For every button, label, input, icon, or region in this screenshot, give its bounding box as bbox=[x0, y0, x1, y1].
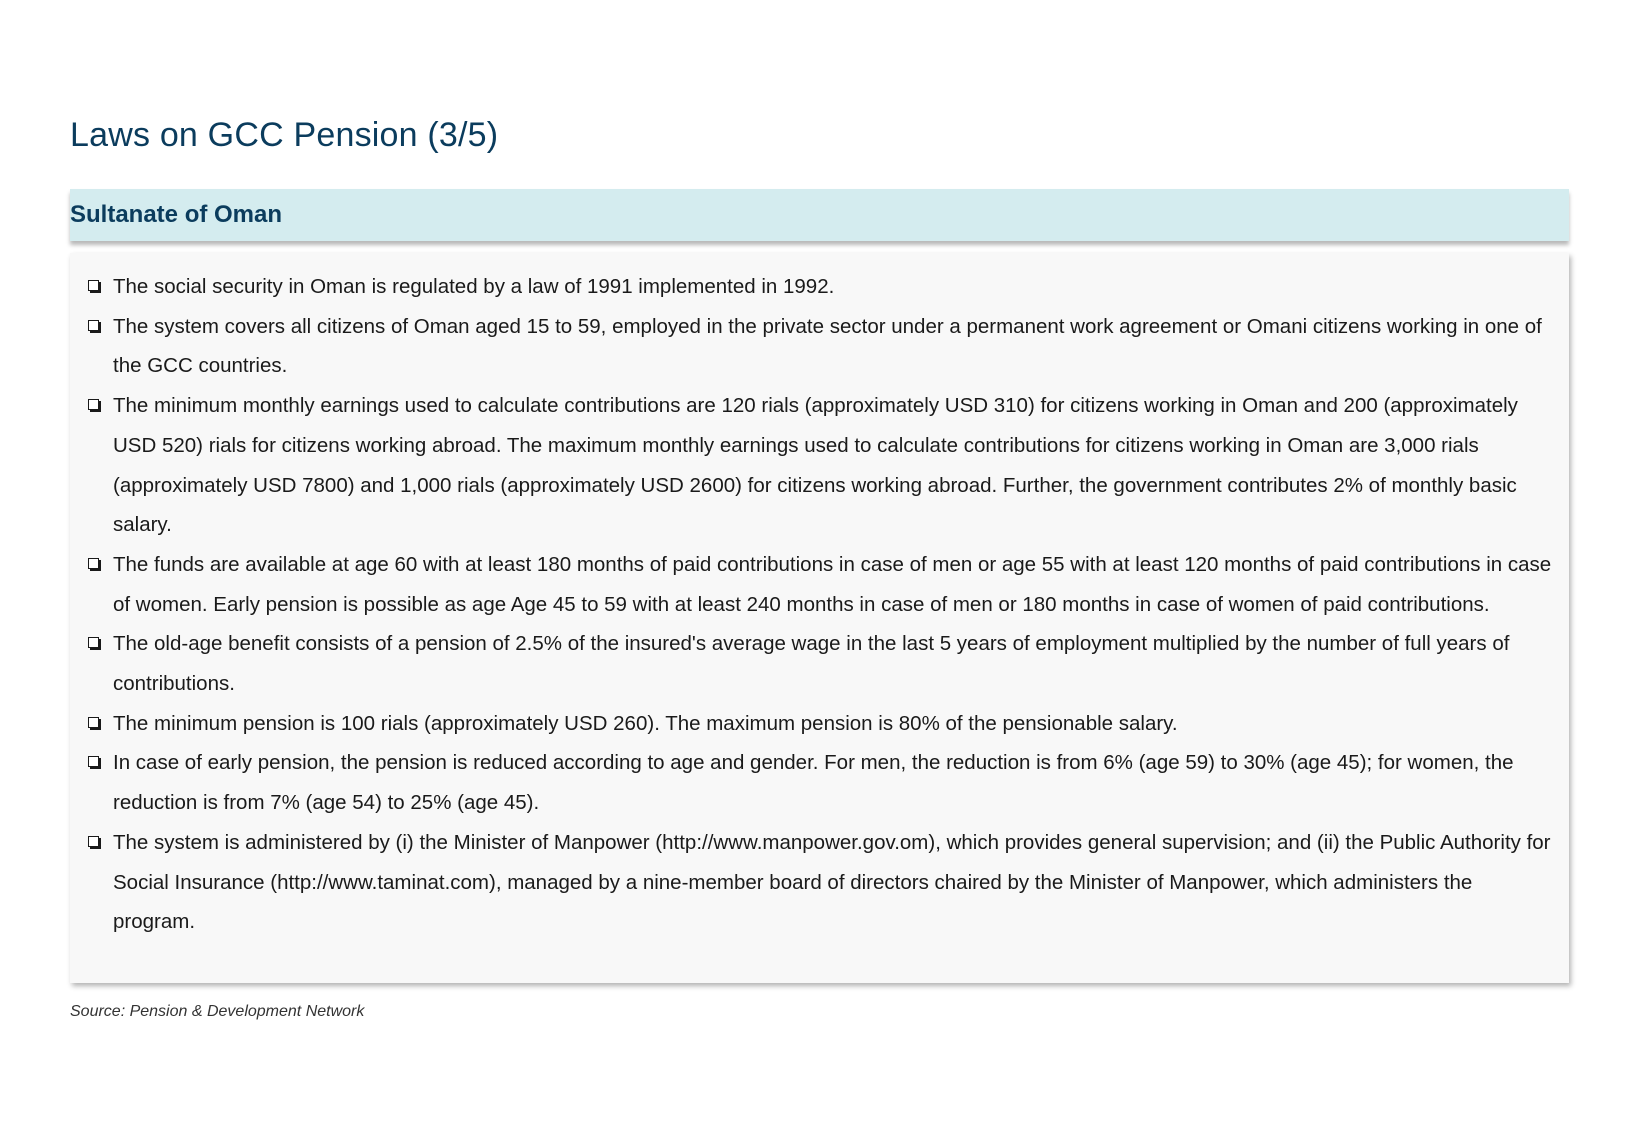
bullet-text: In case of early pension, the pension is reduced according to age and gender. For men, the reduction is from 6% (age 59) to 30% (age 45); for women, the reduction is from 7% (age 54) to 25% (age 45). bbox=[113, 751, 1514, 815]
bullet-item bbox=[70, 267, 1559, 307]
checkbox-bullet-icon bbox=[88, 756, 99, 767]
checkbox-bullet-icon bbox=[88, 836, 99, 847]
source-note: Source: Pension & Development Network bbox=[70, 1003, 365, 1020]
bullet-item bbox=[70, 386, 1559, 545]
checkbox-bullet-icon bbox=[88, 637, 99, 648]
bullet-list bbox=[70, 267, 1559, 942]
section-header bbox=[70, 189, 1569, 241]
bullet-text: The old-age benefit consists of a pension of 2.5% of the insured's average wage in the last 5 years of employment multiplied by the number of full years of contributions. bbox=[113, 632, 1510, 696]
checkbox-bullet-icon bbox=[88, 320, 99, 331]
bullet-item bbox=[70, 545, 1559, 624]
checkbox-bullet-icon bbox=[88, 558, 99, 569]
bullet-text: The system covers all citizens of Oman aged 15 to 59, employed in the private sector under a permanent work agreement or Omani citizens working in one of the GCC countries. bbox=[113, 314, 1542, 378]
bullet-text: The minimum monthly earnings used to calculate contributions are 120 rials (approximately USD 310) for citizens working in Oman and 200 (approximately USD 520) rials for citizens working abroad. The maximum monthly earnings used to calculate contributions for citizens working in Oman are 3,000 rials (approximately USD 7800) and 1,000 rials (approximately USD 2600) for citizens working abroad. Further, the government contributes 2% of monthly basic salary. bbox=[113, 394, 1518, 537]
checkbox-bullet-icon bbox=[88, 399, 99, 410]
bullet-item bbox=[70, 743, 1559, 822]
bullet-item bbox=[70, 624, 1559, 703]
bullet-item bbox=[70, 307, 1559, 386]
bullet-text: The system is administered by (i) the Minister of Manpower (http://www.manpower.gov.om), which provides general supervision; and (ii) the Public Authority for Social Insurance (http://www.taminat.com), managed by a nine-member board of directors chaired by the Minister of Manpower, which administers the program. bbox=[113, 830, 1551, 934]
checkbox-bullet-icon bbox=[88, 717, 99, 728]
bullet-text: The funds are available at age 60 with at least 180 months of paid contributions in case of men or age 55 with at least 120 months of paid contributions in case of women. Early pension is possible as age Age 45 to 59 with at least 240 months in case of men or 180 months in case of women of paid contributions. bbox=[113, 552, 1552, 616]
bullet-item bbox=[70, 823, 1559, 942]
bullet-text: The social security in Oman is regulated by a law of 1991 implemented in 1992. bbox=[113, 275, 835, 298]
section-title: Sultanate of Oman bbox=[70, 201, 283, 228]
content-box bbox=[70, 253, 1569, 983]
checkbox-bullet-icon bbox=[88, 280, 99, 291]
page-title: Laws on GCC Pension (3/5) bbox=[70, 116, 499, 154]
bullet-text: The minimum pension is 100 rials (approximately USD 260). The maximum pension is 80% of the pensionable salary. bbox=[113, 711, 1178, 735]
bullet-item bbox=[70, 704, 1559, 744]
